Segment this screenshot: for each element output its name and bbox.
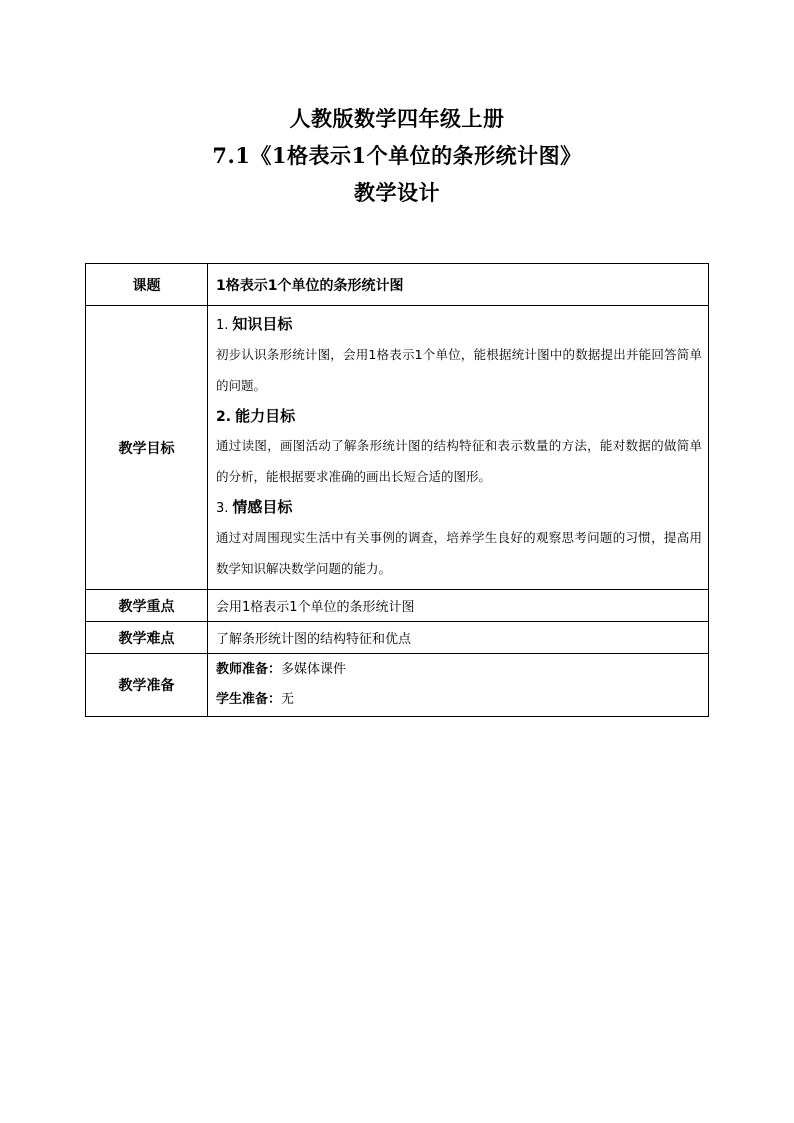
key-point-value: 会用1格表示1个单位的条形统计图 [216,600,415,615]
topic-cell [208,264,709,306]
goals-cell [208,306,709,590]
preparation-label: 教学准备 [86,654,208,717]
goal-number-1: 1. [216,318,229,333]
teacher-preparation-key: 教师准备： [216,662,282,677]
goal-number-3: 3. [216,501,229,516]
goal-text-1: 初步认识条形统计图，会用1格表示1个单位，能根据统计图中的数据提出并能回答简单的问题。 [216,347,702,393]
table-row-difficulty [86,622,709,654]
table-row-goals [86,306,709,590]
topic-value: 1格表示1个单位的条形统计图 [216,277,404,294]
topic-label: 课题 [86,264,208,306]
difficulty-label: 教学难点 [86,622,208,654]
student-preparation-key: 学生准备： [216,692,282,707]
difficulty-cell [208,622,709,654]
goal-text-3: 通过对周围现实生活中有关事例的调查，培养学生良好的观察思考问题的习惯，提高用数学知识解决数学问题的能力。 [216,530,702,576]
title-line-1: 人教版数学四年级上册 [289,106,505,131]
goal-heading-1 [216,311,702,339]
goal-title-3: 情感目标 [232,498,293,516]
table-row-key-point [86,590,709,622]
lesson-plan-table [85,263,709,717]
document-title [0,100,794,211]
preparation-cell [208,654,709,717]
goal-text-2: 通过读图，画图活动了解条形统计图的结构特征和表示数量的方法，能对数据的做简单的分析，能根据要求准确的画出长短合适的图形。 [216,438,702,484]
goal-title-2: 能力目标 [235,407,296,425]
title-line-3: 教学设计 [354,180,440,205]
goal-number-2: 2. [216,409,232,425]
difficulty-value: 了解条形统计图的结构特征和优点 [216,632,412,647]
table-row-topic [86,264,709,306]
title-line-2: 7.1《1格表示1个单位的条形统计图》 [212,143,582,168]
student-preparation [216,685,702,715]
teacher-preparation [216,655,702,685]
goal-heading-3 [216,494,702,522]
goal-heading-2 [216,403,702,430]
teacher-preparation-value: 多媒体课件 [281,662,347,677]
student-preparation-value: 无 [281,692,295,707]
table-row-preparation [86,654,709,717]
key-point-cell [208,590,709,622]
goal-title-1: 知识目标 [232,315,293,333]
key-point-label: 教学重点 [86,590,208,622]
goals-label: 教学目标 [86,306,208,590]
